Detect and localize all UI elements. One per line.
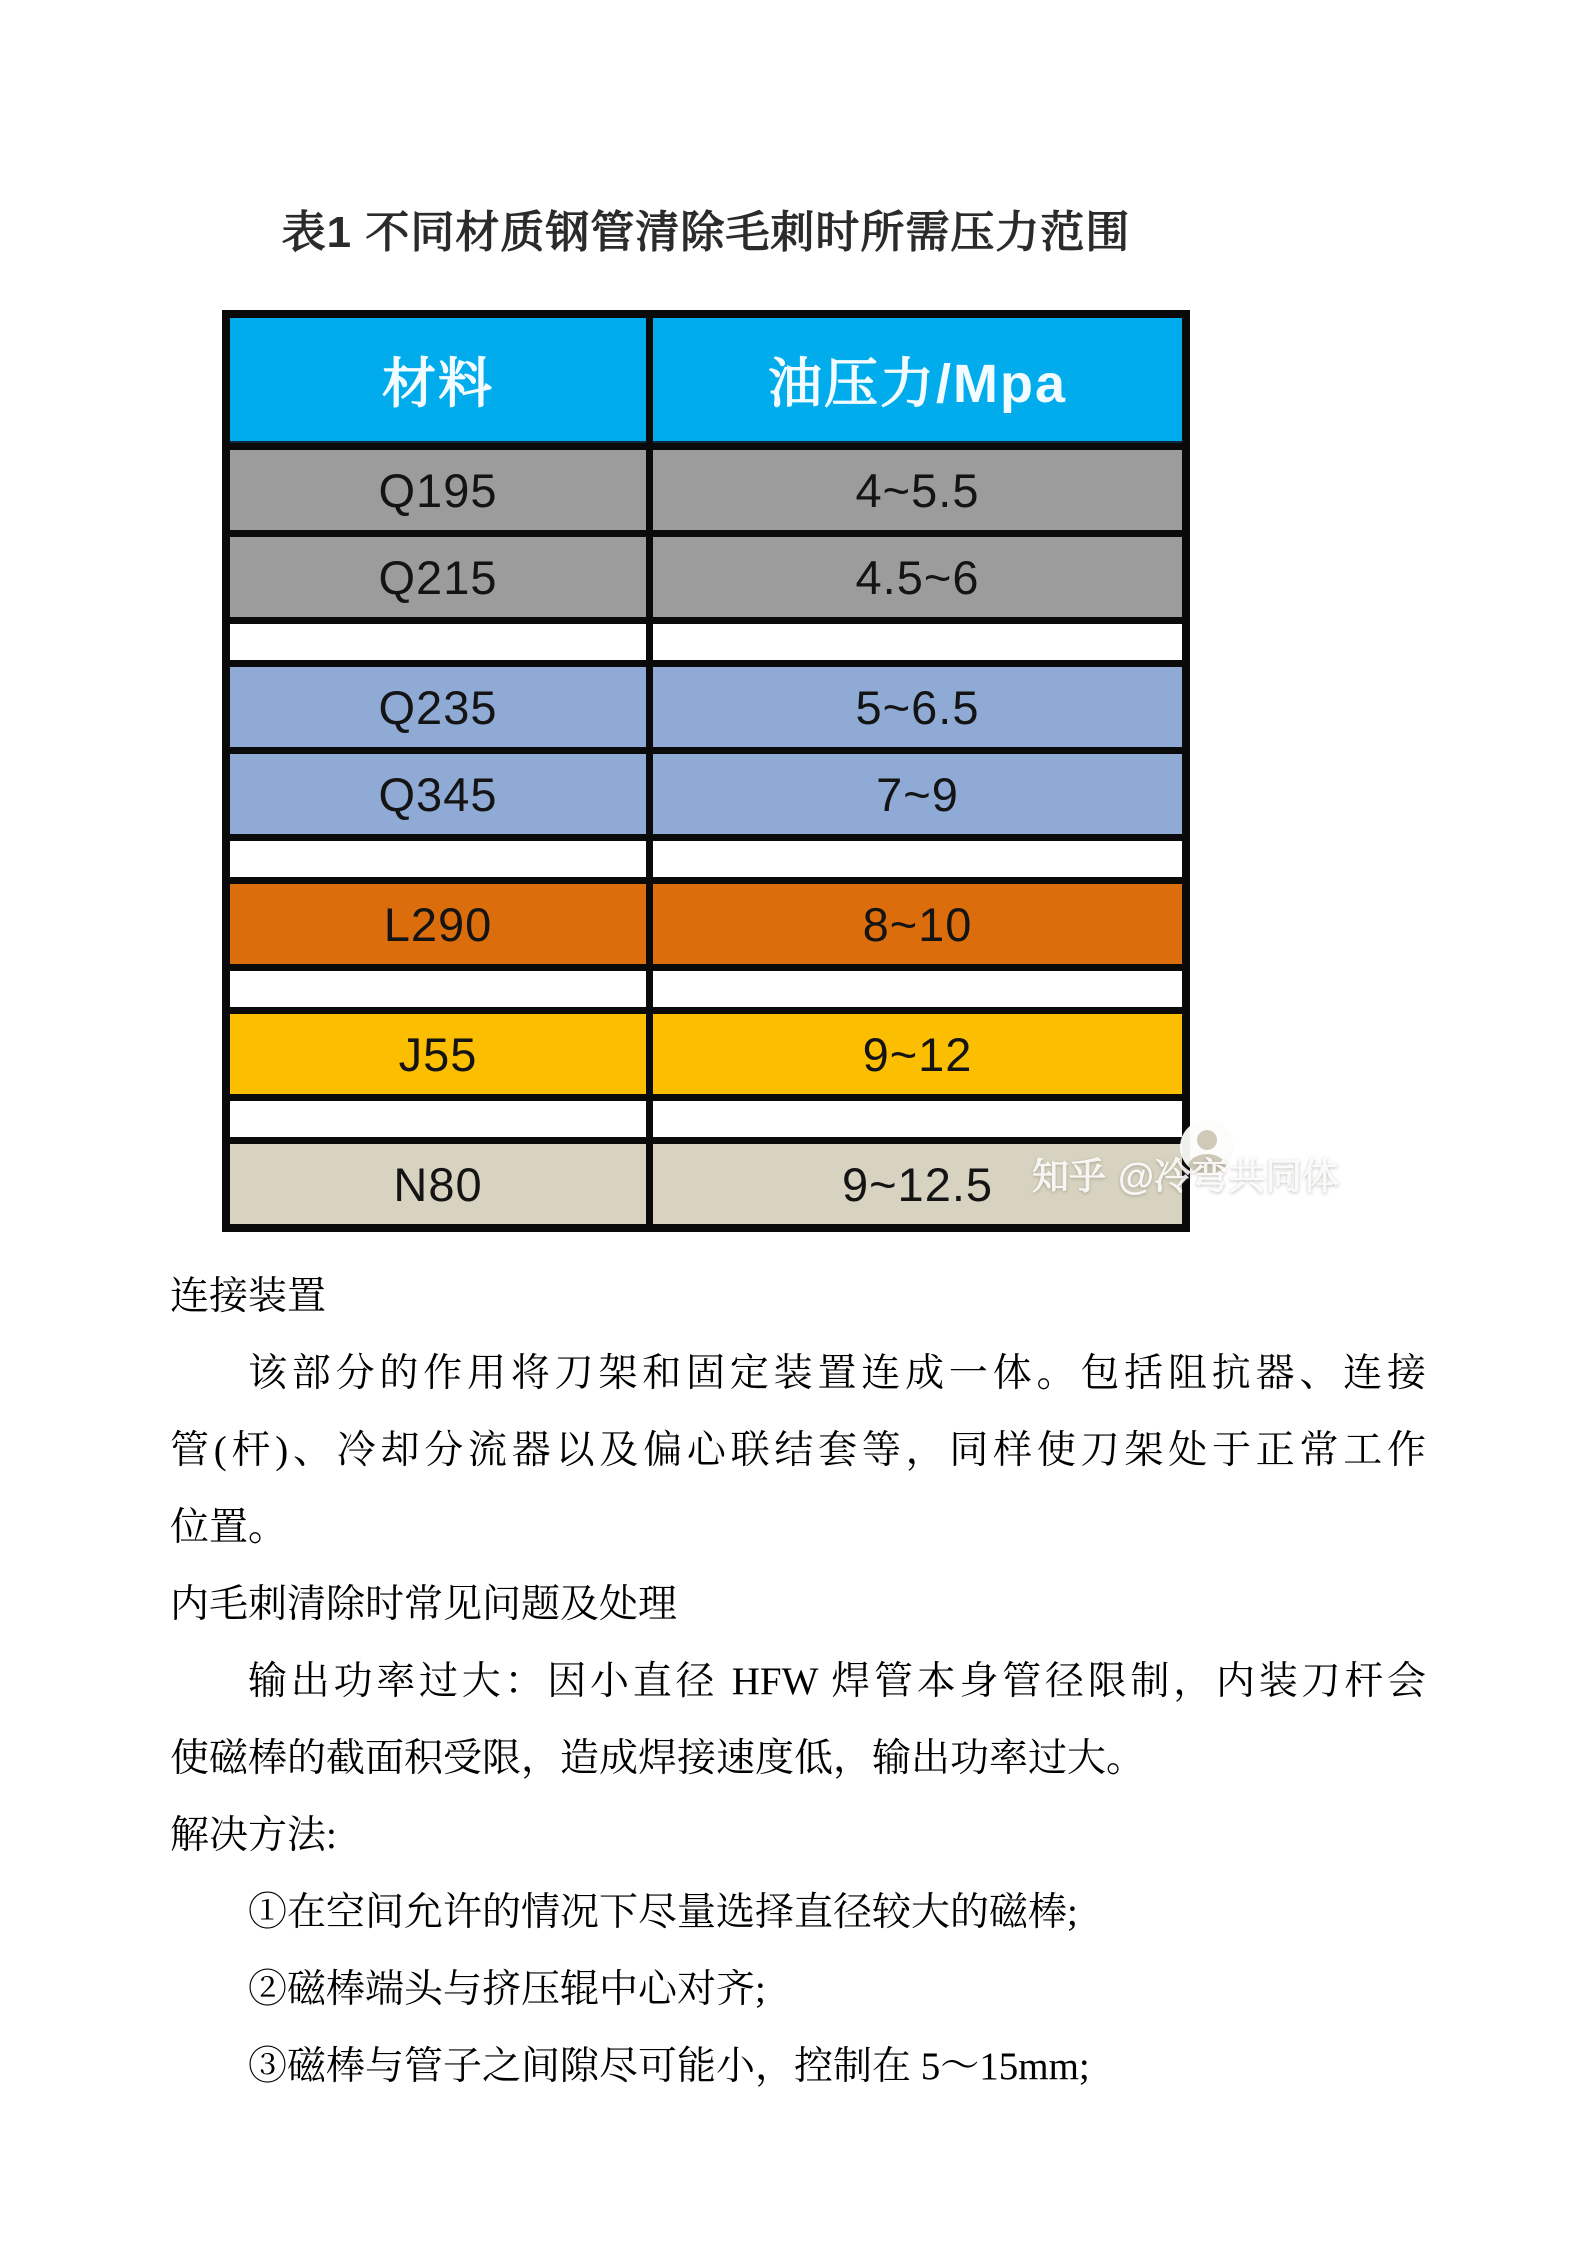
column-header-pressure: 油压力/Mpa — [653, 318, 1182, 443]
table-row-l290 — [230, 884, 1182, 964]
table-header-row — [230, 318, 1182, 443]
watermark-brand: 知乎 — [1032, 1156, 1106, 1197]
spacer-cell — [653, 841, 1182, 877]
spacer-cell — [230, 841, 646, 877]
article-text — [170, 1258, 1426, 2105]
material-cell: Q215 — [230, 537, 646, 617]
paragraph-line: ③磁棒与管子之间隙尽可能小，控制在 5～15mm; — [248, 2045, 1090, 2088]
table-row-q345 — [230, 754, 1182, 834]
table-row-q195 — [230, 450, 1182, 530]
table-row-q235 — [230, 667, 1182, 747]
table-row-q215 — [230, 537, 1182, 617]
pressure-table — [222, 310, 1190, 1232]
pressure-cell: 4.5~6 — [653, 537, 1182, 617]
material-cell: L290 — [230, 884, 646, 964]
pressure-cell: 7~9 — [653, 754, 1182, 834]
table-spacer-row — [230, 971, 1182, 1007]
paragraph-line: 管(杆)、冷却分流器以及偏心联结套等，同样使刀架处于正常工作 — [170, 1429, 1426, 1472]
column-header-material: 材料 — [230, 318, 646, 443]
pressure-cell: 5~6.5 — [653, 667, 1182, 747]
table-caption: 表1 不同材质钢管清除毛刺时所需压力范围 — [281, 208, 1131, 257]
material-cell: Q345 — [230, 754, 646, 834]
watermark — [1032, 1146, 1339, 1200]
pressure-cell: 4~5.5 — [653, 450, 1182, 530]
material-cell: Q235 — [230, 667, 646, 747]
paragraph-line: ②磁棒端头与挤压辊中心对齐; — [248, 1968, 766, 2011]
spacer-cell — [653, 971, 1182, 1007]
paragraph-line: ①在空间允许的情况下尽量选择直径较大的磁棒; — [248, 1891, 1078, 1934]
material-cell: Q195 — [230, 450, 646, 530]
spacer-cell — [230, 1101, 646, 1137]
paragraph-line: 位置。 — [170, 1506, 288, 1549]
table-row-j55 — [230, 1014, 1182, 1094]
paragraph-line: 该部分的作用将刀架和固定装置连成一体。包括阻抗器、连接 — [248, 1352, 1426, 1395]
spacer-cell — [653, 624, 1182, 660]
material-cell: N80 — [230, 1144, 646, 1224]
watermark-handle: @冷弯共同体 — [1118, 1156, 1340, 1197]
pressure-cell: 9~12 — [653, 1014, 1182, 1094]
paragraph-line: 连接装置 — [170, 1275, 327, 1318]
spacer-cell — [653, 1101, 1182, 1137]
material-cell: J55 — [230, 1014, 646, 1094]
spacer-cell — [230, 971, 646, 1007]
pressure-cell: 9~12.5 — [653, 1144, 1182, 1224]
table-spacer-row — [230, 624, 1182, 660]
pressure-cell: 8~10 — [653, 884, 1182, 964]
paragraph-line: 使磁棒的截面积受限，造成焊接速度低，输出功率过大。 — [170, 1737, 1146, 1780]
table-spacer-row — [230, 841, 1182, 877]
paragraph-line: 输出功率过大：因小直径 HFW 焊管本身管径限制，内装刀杆会 — [248, 1660, 1426, 1703]
paragraph-line: 内毛刺清除时常见问题及处理 — [170, 1583, 678, 1626]
table-spacer-row — [230, 1101, 1182, 1137]
spacer-cell — [230, 624, 646, 660]
paragraph-line: 解决方法: — [170, 1814, 337, 1857]
